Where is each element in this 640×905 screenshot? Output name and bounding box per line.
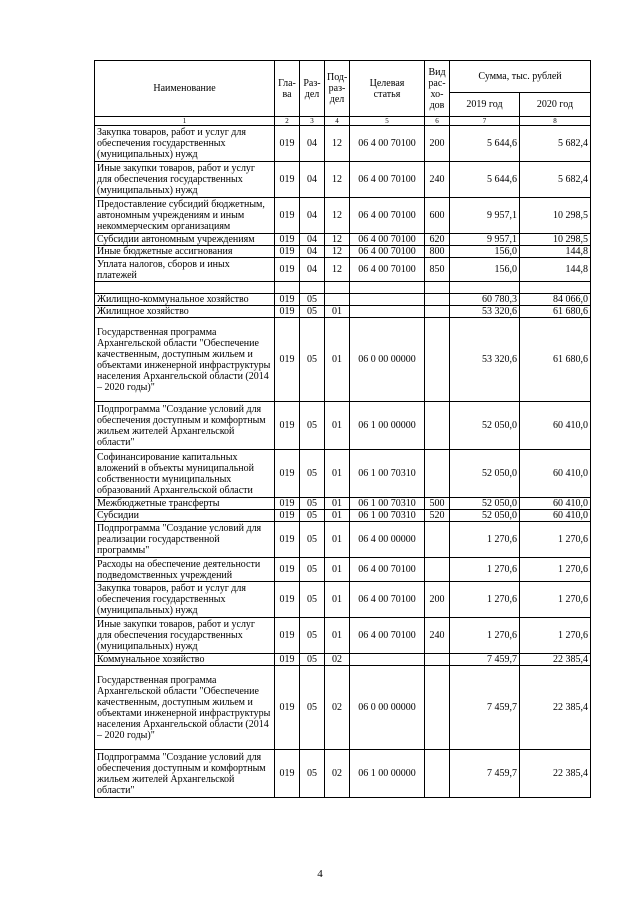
row-razdel: 04 [300, 246, 325, 258]
row-razdel: 04 [300, 162, 325, 198]
row-razdel: 05 [300, 306, 325, 318]
row-sum-2020: 84 066,0 [520, 294, 591, 306]
row-expense-type [425, 750, 450, 798]
row-name: Субсидии [95, 510, 275, 522]
header-row [95, 61, 591, 93]
table-row [95, 510, 591, 522]
row-name: Коммунальное хозяйство [95, 654, 275, 666]
row-sum-2019: 7 459,7 [450, 654, 520, 666]
row-podrazdel: 01 [325, 306, 350, 318]
table-row [95, 162, 591, 198]
row-expense-type: 240 [425, 162, 450, 198]
row-sum-2019: 9 957,1 [450, 234, 520, 246]
row-sum-2019: 52 050,0 [450, 450, 520, 498]
row-podrazdel: 12 [325, 126, 350, 162]
table-row [95, 318, 591, 402]
row-glava: 019 [275, 318, 300, 402]
row-sum-2020: 1 270,6 [520, 522, 591, 558]
row-sum-2020: 144,8 [520, 246, 591, 258]
row-podrazdel: 12 [325, 162, 350, 198]
header-article [350, 61, 425, 117]
row-expense-type: 240 [425, 618, 450, 654]
row-glava: 019 [275, 498, 300, 510]
row-razdel: 05 [300, 318, 325, 402]
row-sum-2020: 60 410,0 [520, 450, 591, 498]
row-sum-2020: 10 298,5 [520, 234, 591, 246]
row-name: Межбюджетные трансферты [95, 498, 275, 510]
row-glava: 019 [275, 510, 300, 522]
row-glava: 019 [275, 198, 300, 234]
row-article: 06 1 00 70310 [350, 498, 425, 510]
row-sum-2020: 61 680,6 [520, 318, 591, 402]
row-article [350, 654, 425, 666]
row-article: 06 4 00 70100 [350, 234, 425, 246]
row-glava: 019 [275, 234, 300, 246]
row-podrazdel: 02 [325, 654, 350, 666]
column-numbers-row [95, 117, 591, 126]
row-razdel: 04 [300, 258, 325, 282]
row-glava: 019 [275, 666, 300, 750]
row-expense-type [425, 402, 450, 450]
row-name: Закупка товаров, работ и услуг для обеспечения государственных (муниципальных) нужд [95, 126, 275, 162]
row-expense-type: 520 [425, 510, 450, 522]
row-sum-2020: 60 410,0 [520, 498, 591, 510]
row-podrazdel: 01 [325, 558, 350, 582]
row-name: Софинансирование капитальных вложений в объекты муниципальной собственности муниципальных образований Архангельской области [95, 450, 275, 498]
row-article: 06 4 00 70100 [350, 618, 425, 654]
row-article [350, 306, 425, 318]
row-glava: 019 [275, 294, 300, 306]
row-sum-2020: 1 270,6 [520, 618, 591, 654]
row-article [350, 282, 425, 294]
row-razdel: 05 [300, 498, 325, 510]
row-article: 06 1 00 70310 [350, 450, 425, 498]
row-sum-2019: 9 957,1 [450, 198, 520, 234]
row-article: 06 1 00 00000 [350, 750, 425, 798]
col-number: 3 [300, 117, 325, 126]
row-expense-type: 500 [425, 498, 450, 510]
row-razdel: 05 [300, 450, 325, 498]
table-row [95, 666, 591, 750]
row-glava: 019 [275, 522, 300, 558]
row-glava: 019 [275, 558, 300, 582]
row-glava: 019 [275, 654, 300, 666]
row-sum-2019: 1 270,6 [450, 618, 520, 654]
row-article: 06 1 00 00000 [350, 402, 425, 450]
row-sum-2020: 5 682,4 [520, 126, 591, 162]
row-glava: 019 [275, 450, 300, 498]
row-razdel: 04 [300, 126, 325, 162]
row-expense-type [425, 450, 450, 498]
row-article: 06 1 00 70310 [350, 510, 425, 522]
row-sum-2019: 1 270,6 [450, 558, 520, 582]
row-razdel: 04 [300, 234, 325, 246]
table-row [95, 450, 591, 498]
col-number: 1 [95, 117, 275, 126]
header-year-2019: 2019 год [450, 93, 520, 117]
header-glava-text: Гла- ва [278, 77, 296, 100]
row-sum-2020: 1 270,6 [520, 582, 591, 618]
row-article: 06 0 00 00000 [350, 318, 425, 402]
header-sum: Сумма, тыс. рублей [450, 61, 591, 93]
row-expense-type [425, 294, 450, 306]
row-podrazdel: 02 [325, 750, 350, 798]
row-name: Уплата налогов, сборов и иных платежей [95, 258, 275, 282]
row-expense-type [425, 282, 450, 294]
col-number: 4 [325, 117, 350, 126]
header-name: Наименование [95, 61, 275, 117]
col-number: 7 [450, 117, 520, 126]
row-name: Иные закупки товаров, работ и услуг для обеспечения государственных (муниципальных) нужд [95, 618, 275, 654]
row-podrazdel: 02 [325, 666, 350, 750]
table-row [95, 282, 591, 294]
row-sum-2020 [520, 282, 591, 294]
row-name: Закупка товаров, работ и услуг для обеспечения государственных (муниципальных) нужд [95, 582, 275, 618]
row-name: Расходы на обеспечение деятельности подведомственных учреждений [95, 558, 275, 582]
row-sum-2020: 5 682,4 [520, 162, 591, 198]
header-podrazdel-text: Под- раз- дел [327, 72, 348, 105]
row-article: 06 4 00 70100 [350, 258, 425, 282]
row-sum-2019: 52 050,0 [450, 510, 520, 522]
row-sum-2019: 156,0 [450, 246, 520, 258]
row-sum-2020: 144,8 [520, 258, 591, 282]
table-row [95, 258, 591, 282]
row-glava: 019 [275, 162, 300, 198]
row-podrazdel: 01 [325, 618, 350, 654]
row-glava: 019 [275, 582, 300, 618]
row-name: Иные бюджетные ассигнования [95, 246, 275, 258]
row-razdel: 05 [300, 582, 325, 618]
row-sum-2019: 1 270,6 [450, 522, 520, 558]
row-name: Подпрограмма "Создание условий для обеспечения доступным и комфортным жильем жителей Архангельской области" [95, 750, 275, 798]
row-razdel: 05 [300, 294, 325, 306]
row-sum-2019: 156,0 [450, 258, 520, 282]
col-number: 5 [350, 117, 425, 126]
row-razdel: 05 [300, 618, 325, 654]
row-article: 06 4 00 70100 [350, 582, 425, 618]
table-row [95, 522, 591, 558]
header-expense-type-text: Вид рас- хо- дов [428, 66, 446, 111]
row-podrazdel: 12 [325, 258, 350, 282]
row-sum-2019: 7 459,7 [450, 666, 520, 750]
header-year-2020: 2020 год [520, 93, 591, 117]
row-sum-2019: 1 270,6 [450, 582, 520, 618]
row-razdel: 05 [300, 654, 325, 666]
row-razdel: 05 [300, 522, 325, 558]
row-expense-type [425, 318, 450, 402]
row-expense-type [425, 558, 450, 582]
row-expense-type [425, 666, 450, 750]
row-sum-2019: 7 459,7 [450, 750, 520, 798]
row-razdel: 05 [300, 558, 325, 582]
row-razdel: 05 [300, 510, 325, 522]
row-podrazdel: 01 [325, 450, 350, 498]
row-razdel [300, 282, 325, 294]
row-sum-2020: 60 410,0 [520, 510, 591, 522]
row-expense-type: 850 [425, 258, 450, 282]
row-glava: 019 [275, 126, 300, 162]
row-sum-2019: 52 050,0 [450, 402, 520, 450]
row-sum-2019: 52 050,0 [450, 498, 520, 510]
table-body [95, 126, 591, 798]
row-glava: 019 [275, 750, 300, 798]
row-sum-2019: 5 644,6 [450, 162, 520, 198]
table-row [95, 306, 591, 318]
row-glava: 019 [275, 618, 300, 654]
row-article [350, 294, 425, 306]
row-article: 06 4 00 70100 [350, 162, 425, 198]
row-name: Государственная программа Архангельской области "Обеспечение качественным, доступным жильем и объектами инженерной инфраструктуры населения Архангельской области (2014 – 2020 годы)" [95, 318, 275, 402]
col-number: 8 [520, 117, 591, 126]
row-article: 06 4 00 70100 [350, 198, 425, 234]
row-sum-2020: 1 270,6 [520, 558, 591, 582]
row-podrazdel: 01 [325, 510, 350, 522]
row-name [95, 282, 275, 294]
row-sum-2019: 60 780,3 [450, 294, 520, 306]
row-article: 06 4 00 70100 [350, 126, 425, 162]
table-row [95, 246, 591, 258]
table-row [95, 582, 591, 618]
row-sum-2020: 60 410,0 [520, 402, 591, 450]
row-name: Иные закупки товаров, работ и услуг для обеспечения государственных (муниципальных) нужд [95, 162, 275, 198]
row-razdel: 05 [300, 750, 325, 798]
row-article: 06 4 00 70100 [350, 246, 425, 258]
header-razdel [300, 61, 325, 117]
table-row [95, 198, 591, 234]
row-podrazdel: 01 [325, 582, 350, 618]
row-glava: 019 [275, 258, 300, 282]
header-article-text: Целевая статья [369, 77, 405, 100]
row-podrazdel: 12 [325, 198, 350, 234]
table-row [95, 234, 591, 246]
header-glava [275, 61, 300, 117]
row-expense-type [425, 522, 450, 558]
row-name: Государственная программа Архангельской области "Обеспечение качественным, доступным жильем и объектами инженерной инфраструктуры населения Архангельской области (2014 – 2020 годы)" [95, 666, 275, 750]
table-row [95, 126, 591, 162]
row-name: Подпрограмма "Создание условий для обеспечения доступным и комфортным жильем жителей Архангельской области" [95, 402, 275, 450]
row-sum-2020: 22 385,4 [520, 654, 591, 666]
table-row [95, 498, 591, 510]
budget-table [94, 60, 591, 798]
row-sum-2019 [450, 282, 520, 294]
row-expense-type [425, 306, 450, 318]
row-sum-2020: 22 385,4 [520, 666, 591, 750]
row-sum-2019: 53 320,6 [450, 306, 520, 318]
row-article: 06 0 00 00000 [350, 666, 425, 750]
table-row [95, 294, 591, 306]
row-name: Подпрограмма "Создание условий для реализации государственной программы" [95, 522, 275, 558]
row-razdel: 05 [300, 666, 325, 750]
row-razdel: 05 [300, 402, 325, 450]
row-podrazdel: 01 [325, 318, 350, 402]
row-sum-2020: 10 298,5 [520, 198, 591, 234]
row-glava: 019 [275, 246, 300, 258]
header-razdel-text: Раз- дел [303, 77, 321, 100]
row-podrazdel: 01 [325, 402, 350, 450]
row-name: Жилищное хозяйство [95, 306, 275, 318]
row-glava: 019 [275, 402, 300, 450]
row-sum-2019: 5 644,6 [450, 126, 520, 162]
row-expense-type: 620 [425, 234, 450, 246]
table-row [95, 402, 591, 450]
col-number: 2 [275, 117, 300, 126]
table-row [95, 654, 591, 666]
row-article: 06 4 00 70100 [350, 558, 425, 582]
col-number: 6 [425, 117, 450, 126]
row-glava: 019 [275, 306, 300, 318]
row-sum-2020: 61 680,6 [520, 306, 591, 318]
row-article: 06 4 00 00000 [350, 522, 425, 558]
row-podrazdel: 12 [325, 234, 350, 246]
row-podrazdel [325, 294, 350, 306]
page-number: 4 [317, 868, 323, 880]
table-row [95, 750, 591, 798]
header-expense-type [425, 61, 450, 117]
row-podrazdel: 01 [325, 498, 350, 510]
row-podrazdel [325, 282, 350, 294]
row-name: Субсидии автономным учреждениям [95, 234, 275, 246]
row-sum-2019: 53 320,6 [450, 318, 520, 402]
row-name: Предоставление субсидий бюджетным, автономным учреждениям и иным некоммерческим организациям [95, 198, 275, 234]
row-podrazdel: 12 [325, 246, 350, 258]
row-expense-type [425, 654, 450, 666]
row-name: Жилищно-коммунальное хозяйство [95, 294, 275, 306]
row-expense-type: 200 [425, 126, 450, 162]
row-podrazdel: 01 [325, 522, 350, 558]
row-expense-type: 200 [425, 582, 450, 618]
row-glava [275, 282, 300, 294]
table-row [95, 618, 591, 654]
table-row [95, 558, 591, 582]
row-expense-type: 600 [425, 198, 450, 234]
header-podrazdel [325, 61, 350, 117]
row-expense-type: 800 [425, 246, 450, 258]
row-sum-2020: 22 385,4 [520, 750, 591, 798]
row-razdel: 04 [300, 198, 325, 234]
